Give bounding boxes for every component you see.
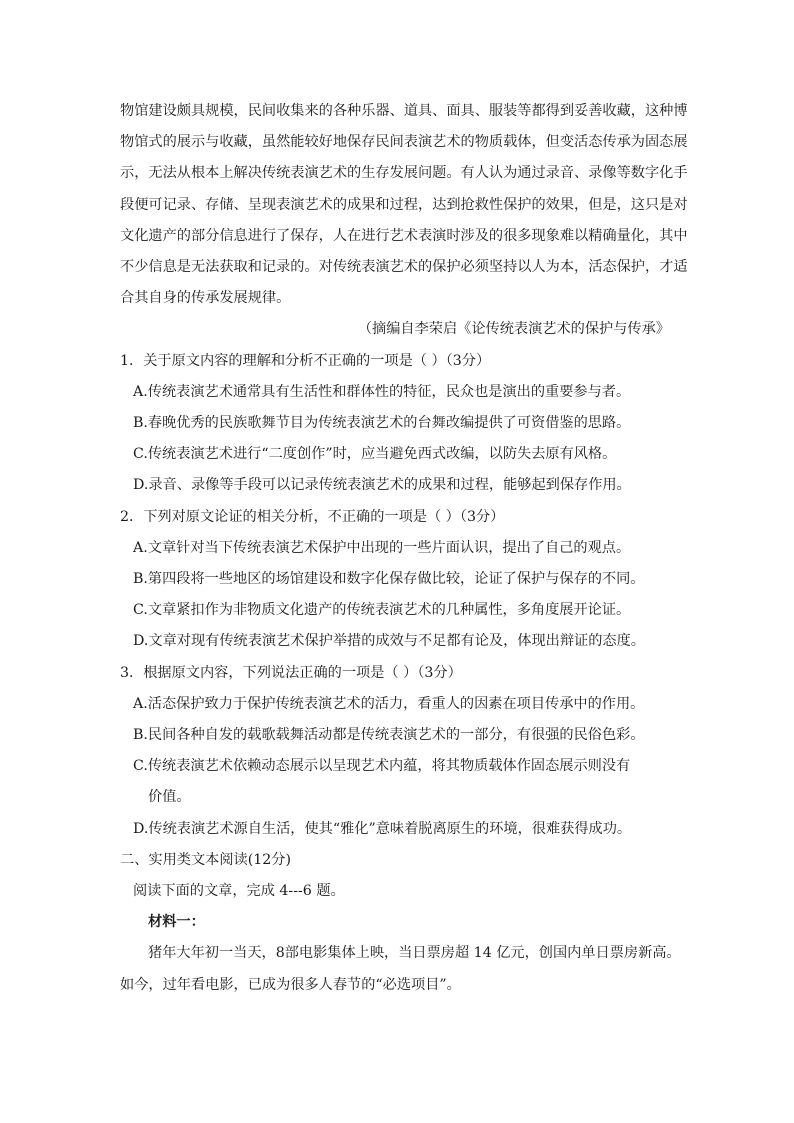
question-2-option-c: C.文章紧扣作为非物质文化遗产的传统表演艺术的几种属性，多角度展开论证。 xyxy=(133,602,631,619)
question-1-option-b: B.春晚优秀的民族歌舞节目为传统表演艺术的台舞改编提供了可资借鉴的思路。 xyxy=(133,415,631,432)
passage-line: 文化遗产的部分信息进行了保存，人在进行艺术表演时涉及的很多现象难以精确量化，其中 xyxy=(120,227,688,244)
question-2-option-b: B.第四段将一些地区的场馆建设和数字化保存做比较，论证了保护与保存的不同。 xyxy=(133,571,645,588)
passage-line: 物馆式的展示与收藏，虽然能较好地保存民间表演艺术的物质载体，但变活态传承为固态展 xyxy=(120,134,688,151)
material-1-paragraph xyxy=(120,938,680,1000)
question-2-option-a: A.文章针对当下传统表演艺术保护中出现的一些片面认识，提出了自己的观点。 xyxy=(133,539,631,556)
question-3-stem: 3．根据原文内容，下列说法正确的一项是（ ）（3分） xyxy=(120,664,462,681)
material-1-title: 材料一： xyxy=(148,914,205,931)
document-page xyxy=(120,96,688,1001)
passage-line: 不少信息是无法获取和记录的。对传统表演艺术的保护必须坚持以人为本，活态保护，才适 xyxy=(120,259,688,276)
passage-line: 物馆建设颇具规模，民间收集来的各种乐器、道具、面具、服装等都得到妥善收藏，这种博 xyxy=(120,103,688,119)
passage-line: 合其自身的传承发展规律。 xyxy=(120,290,291,307)
section-2-instruction: 阅读下面的文章，完成 4---6 题。 xyxy=(133,883,345,900)
question-2-option-d: D.文章对现有传统表演艺术保护举措的成效与不足都有论及，体现出辩证的态度。 xyxy=(133,633,645,650)
passage-paragraph xyxy=(120,96,688,314)
question-3-option-c-continued: 价值。 xyxy=(148,789,191,806)
question-3-option-b: B.民间各种自发的载歌载舞活动都是传统表演艺术的一部分，有很强的民俗色彩。 xyxy=(133,727,645,744)
question-1-option-c: C.传统表演艺术进行“二度创作”时，应当避免西式改编，以防失去原有风格。 xyxy=(133,446,617,463)
question-1-option-d: D.录音、录像等手段可以记录传统表演艺术的成果和过程，能够起到保存作用。 xyxy=(133,477,631,494)
question-3-option-d: D.传统表演艺术源自生活，使其“雅化”意味着脱离原生的环境，很难获得成功。 xyxy=(133,820,632,837)
question-3-option-a: A.活态保护致力于保护传统表演艺术的活力，看重人的因素在项目传承中的作用。 xyxy=(133,695,645,712)
question-2-stem: 2．下列对原文论证的相关分析，不正确的一项是（ ）（3分） xyxy=(120,508,505,525)
material-line: 猪年大年初一当天，8部电影集体上映，当日票房超 14 亿元，创国内单日票房新高。 xyxy=(148,945,681,962)
passage-source: （摘编自李荣启《论传统表演艺术的保护与传承》 xyxy=(357,321,670,338)
question-1-stem: 1．关于原文内容的理解和分析不正确的一项是（ ）（3分） xyxy=(120,352,491,369)
section-2-heading: 二、实用类文本阅读(12分) xyxy=(120,851,291,868)
passage-line: 段便可记录、存储、呈现表演艺术的成果和过程，达到抢救性保护的效果，但是，这只是对 xyxy=(120,196,688,213)
passage-line: 示，无法从根本上解决传统表演艺术的生存发展问题。有人认为通过录音、录像等数字化手 xyxy=(120,165,688,182)
material-line: 如今，过年看电影，已成为很多人春节的“必选项目”。 xyxy=(120,976,461,993)
question-1-option-a: A.传统表演艺术通常具有生活性和群体性的特征，民众也是演出的重要参与者。 xyxy=(133,383,631,400)
question-3-option-c: C.传统表演艺术依赖动态展示以呈现艺术内蕴，将其物质载体作固态展示则没有 xyxy=(133,758,631,775)
